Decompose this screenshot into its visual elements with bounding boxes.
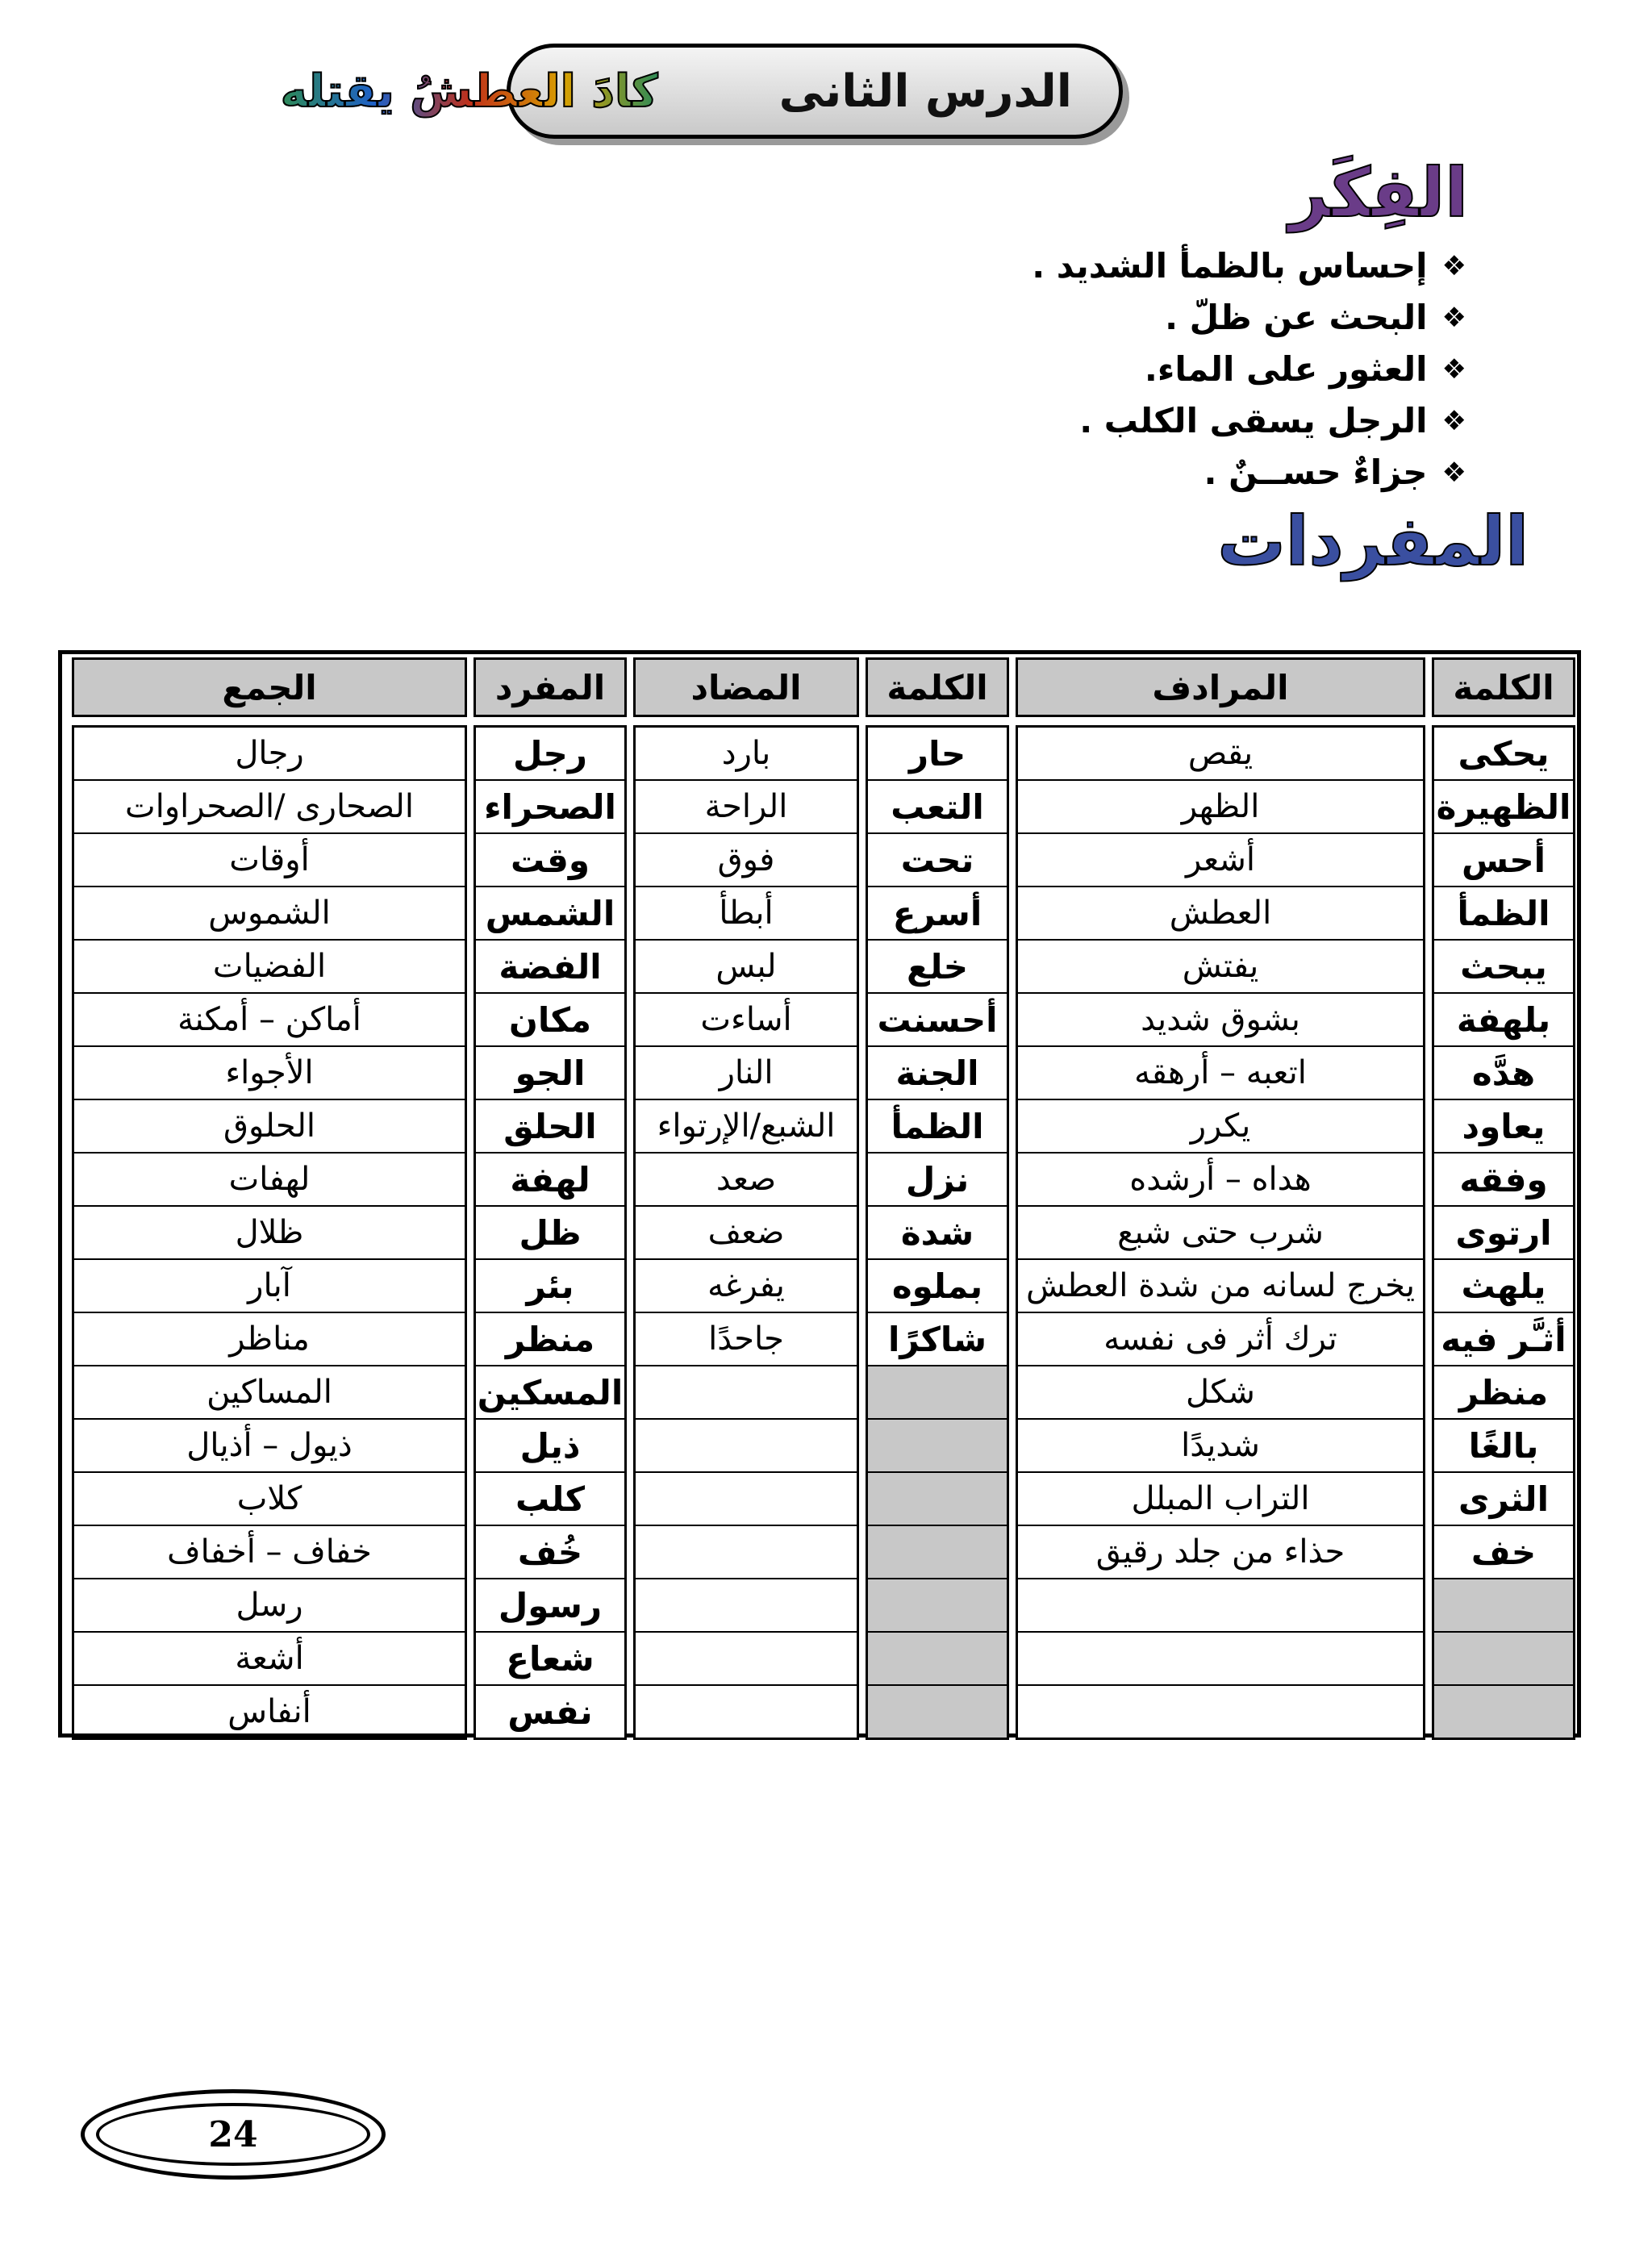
table-cell: منظر [1432, 1366, 1575, 1420]
table-row [72, 994, 1575, 1047]
ideas-list [1032, 240, 1466, 499]
table-cell: يفرغه [633, 1260, 859, 1313]
table-cell: لبس [633, 941, 859, 994]
table-cell: كلاب [72, 1473, 467, 1526]
col-header-antonym: المضاد [633, 657, 859, 717]
list-item: ❖ جزاءٌ حســنٌ . [1032, 447, 1466, 499]
table-cell: شديدًا [1016, 1420, 1425, 1473]
table-cell: الشمس [473, 887, 627, 941]
table-cell: يبحث [1432, 941, 1575, 994]
table-cell: رجل [473, 725, 627, 781]
table-cell: هدَّه [1432, 1047, 1575, 1100]
table-row [72, 1366, 1575, 1420]
table-cell: شاكرًا [866, 1313, 1009, 1366]
vocab-table [58, 650, 1581, 1738]
table-cell [866, 1420, 1009, 1473]
table-cell: بارد [633, 725, 859, 781]
col-header-synonym: المرادف [1016, 657, 1425, 717]
table-cell [866, 1633, 1009, 1686]
table-row [72, 1526, 1575, 1579]
table-cell: آبار [72, 1260, 467, 1313]
lesson-title: كادَ العطشُ يقتله [280, 65, 658, 118]
table-cell: يقص [1016, 725, 1425, 781]
table-cell: الفضيات [72, 941, 467, 994]
table-cell: الجو [473, 1047, 627, 1100]
table-cell: يحكى [1432, 725, 1575, 781]
table-cell: فوق [633, 834, 859, 887]
table-cell: يكرر [1016, 1100, 1425, 1154]
header-row [72, 657, 1575, 717]
table-cell: خُف [473, 1526, 627, 1579]
table-cell: نفس [473, 1686, 627, 1740]
table-cell: كلب [473, 1473, 627, 1526]
diamond-bullet-icon: ❖ [1441, 250, 1466, 282]
table-row [72, 1686, 1575, 1740]
table-cell: الجنة [866, 1047, 1009, 1100]
table-row [72, 1207, 1575, 1260]
table-cell: حذاء من جلد رقيق [1016, 1526, 1425, 1579]
table-cell [633, 1633, 859, 1686]
table-cell: أماكن – أمكنة [72, 994, 467, 1047]
table-cell: رسل [72, 1579, 467, 1633]
table-cell: صعد [633, 1154, 859, 1207]
table-cell [1432, 1686, 1575, 1740]
table-cell: رجال [72, 725, 467, 781]
table-row [72, 1154, 1575, 1207]
table-cell: العطش [1016, 887, 1425, 941]
vocab-grid [65, 657, 1582, 1740]
table-cell: التعب [866, 781, 1009, 834]
table-cell: ذيل [473, 1420, 627, 1473]
table-row [72, 781, 1575, 834]
list-item: ❖ العثور على الماء. [1032, 344, 1466, 395]
table-cell: الحلق [473, 1100, 627, 1154]
table-row [72, 1100, 1575, 1154]
table-cell: أسرع [866, 887, 1009, 941]
table-cell: تحت [866, 834, 1009, 887]
table-cell: الأجواء [72, 1047, 467, 1100]
table-cell: الثرى [1432, 1473, 1575, 1526]
table-cell: الشبع/الإرتواء [633, 1100, 859, 1154]
table-cell: شعاع [473, 1633, 627, 1686]
table-cell: الشموس [72, 887, 467, 941]
table-cell: لهفات [72, 1154, 467, 1207]
page-number-frame [81, 2089, 386, 2180]
table-cell: الظمأ [1432, 887, 1575, 941]
table-cell: الراحة [633, 781, 859, 834]
table-cell: ذيول – أذيال [72, 1420, 467, 1473]
table-cell: بشوق شديد [1016, 994, 1425, 1047]
table-cell: الصحراء [473, 781, 627, 834]
table-cell: أبطأ [633, 887, 859, 941]
table-cell [866, 1579, 1009, 1633]
table-row [72, 941, 1575, 994]
table-cell: وفقه [1432, 1154, 1575, 1207]
table-cell: شرب حتى شبع [1016, 1207, 1425, 1260]
table-cell: بلهفة [1432, 994, 1575, 1047]
table-cell: لهفة [473, 1154, 627, 1207]
table-cell: يفتش [1016, 941, 1425, 994]
vocab-heading: المفردات [1217, 502, 1529, 581]
table-cell: هداه – أرشده [1016, 1154, 1425, 1207]
page-number: 24 [96, 2103, 370, 2166]
table-cell: أوقات [72, 834, 467, 887]
col-header-plural: الجمع [72, 657, 467, 717]
list-item: ❖ إحساس بالظمأ الشديد . [1032, 240, 1466, 292]
table-row [72, 1260, 1575, 1313]
table-cell: يلهث [1432, 1260, 1575, 1313]
table-cell [866, 1526, 1009, 1579]
table-cell: ظلال [72, 1207, 467, 1260]
table-cell [633, 1366, 859, 1420]
table-cell: النار [633, 1047, 859, 1100]
table-cell: وقت [473, 834, 627, 887]
table-row [72, 1313, 1575, 1366]
table-cell [1016, 1579, 1425, 1633]
table-cell: مكان [473, 994, 627, 1047]
table-cell: الظهر [1016, 781, 1425, 834]
table-cell: اتعبه – أرهقه [1016, 1047, 1425, 1100]
table-cell [866, 1686, 1009, 1740]
table-cell [633, 1579, 859, 1633]
table-cell: أنفاس [72, 1686, 467, 1740]
table-cell: بملوه [866, 1260, 1009, 1313]
table-cell [866, 1473, 1009, 1526]
table-cell [1432, 1579, 1575, 1633]
col-header-word: الكلمة [1432, 657, 1575, 717]
table-cell: أشعة [72, 1633, 467, 1686]
table-cell: المسكين [473, 1366, 627, 1420]
lesson-label: الدرس الثانى [778, 65, 1072, 118]
ideas-heading: الفِكَر [1289, 153, 1468, 232]
table-row [72, 887, 1575, 941]
list-item: ❖ البحث عن ظلّ . [1032, 292, 1466, 344]
table-cell: يعاود [1432, 1100, 1575, 1154]
table-cell: جاحدًا [633, 1313, 859, 1366]
table-cell: ترك أثر فى نفسه [1016, 1313, 1425, 1366]
table-cell [1432, 1633, 1575, 1686]
table-cell: خف [1432, 1526, 1575, 1579]
table-row [72, 725, 1575, 781]
table-cell: منظر [473, 1313, 627, 1366]
lesson-header [280, 44, 1123, 139]
table-cell [633, 1420, 859, 1473]
table-cell: أحسنت [866, 994, 1009, 1047]
table-cell: ضعف [633, 1207, 859, 1260]
table-row [72, 834, 1575, 887]
table-cell: الفضة [473, 941, 627, 994]
table-cell [633, 1473, 859, 1526]
table-cell: بئر [473, 1260, 627, 1313]
table-row [72, 1047, 1575, 1100]
col-header-singular: المفرد [473, 657, 627, 717]
table-row [72, 1633, 1575, 1686]
table-row [72, 1579, 1575, 1633]
table-cell: بالغًا [1432, 1420, 1575, 1473]
table-cell: أحس [1432, 834, 1575, 887]
table-cell [633, 1686, 859, 1740]
table-cell: الظهيرة [1432, 781, 1575, 834]
table-cell: خفاف – أخفاف [72, 1526, 467, 1579]
table-cell [1016, 1686, 1425, 1740]
table-cell: حار [866, 725, 1009, 781]
table-cell [633, 1526, 859, 1579]
table-cell: المساكين [72, 1366, 467, 1420]
table-cell: الحلوق [72, 1100, 467, 1154]
table-cell: أثـَّر فيه [1432, 1313, 1575, 1366]
diamond-bullet-icon: ❖ [1441, 302, 1466, 334]
table-cell [1016, 1633, 1425, 1686]
diamond-bullet-icon: ❖ [1441, 353, 1466, 386]
table-cell: رسول [473, 1579, 627, 1633]
diamond-bullet-icon: ❖ [1441, 457, 1466, 489]
list-item: ❖ الرجل يسقى الكلب . [1032, 395, 1466, 447]
table-cell: الصحارى /الصحراوات [72, 781, 467, 834]
table-cell: مناظر [72, 1313, 467, 1366]
table-row [72, 1473, 1575, 1526]
table-cell: شدة [866, 1207, 1009, 1260]
table-cell: ظل [473, 1207, 627, 1260]
table-cell: ارتوى [1432, 1207, 1575, 1260]
table-cell: أساءت [633, 994, 859, 1047]
table-cell: خلع [866, 941, 1009, 994]
col-header-word: الكلمة [866, 657, 1009, 717]
table-cell: الظمأ [866, 1100, 1009, 1154]
table-cell: التراب المبلل [1016, 1473, 1425, 1526]
table-cell [866, 1366, 1009, 1420]
diamond-bullet-icon: ❖ [1441, 405, 1466, 437]
table-cell: شكل [1016, 1366, 1425, 1420]
table-cell: نزل [866, 1154, 1009, 1207]
table-cell: يخرج لسانه من شدة العطش [1016, 1260, 1425, 1313]
table-row [72, 1420, 1575, 1473]
table-cell: أشعر [1016, 834, 1425, 887]
